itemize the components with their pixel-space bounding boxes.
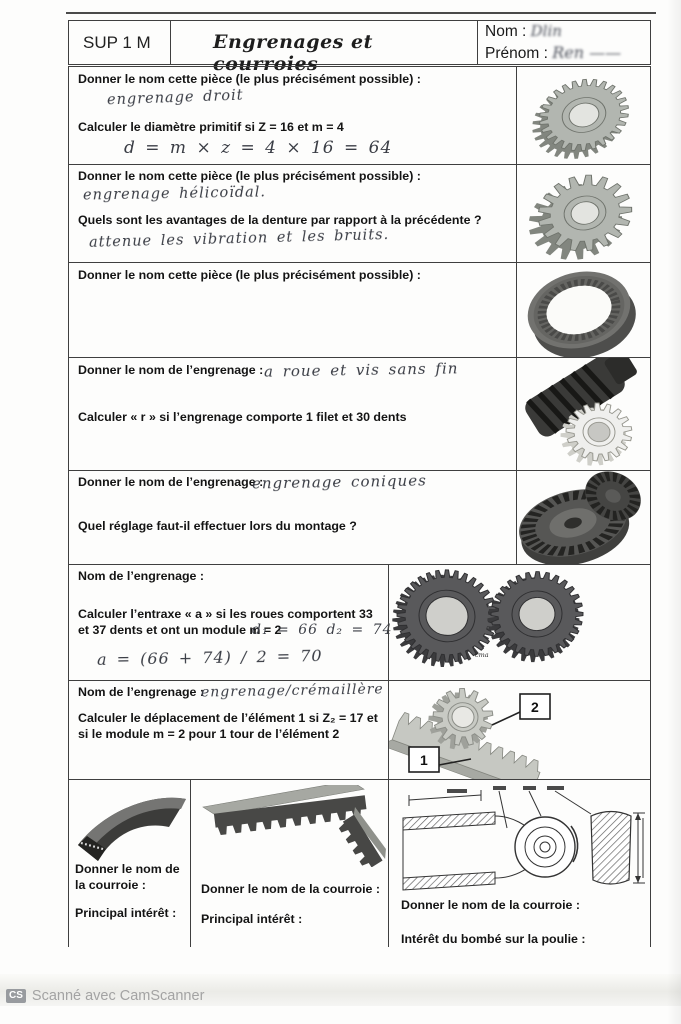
name-field — [485, 22, 562, 41]
worksheet-title: Engrenages et courroies — [213, 31, 373, 75]
row2-question1: Donner le nom cette pièce (le plus précisément possible) : — [78, 169, 421, 183]
diagram-label-mark-1 — [447, 789, 467, 793]
row7-answer1-handwriting: engrenage/crémaillère — [200, 681, 384, 701]
row1-answer1-handwriting: engrenage droit — [106, 87, 244, 109]
nom-label: Nom : — [485, 23, 527, 40]
flat-belt-diagram — [395, 786, 647, 896]
leader-1 — [499, 791, 507, 828]
row3-image-cell — [516, 262, 651, 358]
belt1-question: Donner le nom de la courroie : — [75, 862, 180, 892]
worm-gear-photo — [517, 358, 650, 470]
row7-question-cell — [68, 680, 389, 780]
row4-question1: Donner le nom de l’engrenage : — [78, 363, 264, 377]
row6-answer-entraxe-handwriting: a = (66 + 74) / 2 = 70 — [96, 646, 323, 669]
leader-3 — [555, 791, 591, 814]
row1-question-cell — [68, 66, 517, 165]
row4-answer1-handwriting: a roue et vis sans fin — [263, 359, 459, 381]
row4-question2: Calculer « r » si l’engrenage comporte 1 filet et 30 dents — [78, 410, 407, 424]
row5-answer1-handwriting: engrenage coniques — [251, 471, 427, 493]
header-code: SUP 1 M — [83, 33, 151, 52]
row1-answer2-handwriting: d = m × z = 4 × 16 = 64 — [124, 138, 393, 158]
v-belt-photo — [72, 787, 190, 861]
row4-question-cell — [68, 357, 517, 471]
row6-answer-diameters-handwriting: d₁ = 66 d₂ = 74 — [252, 622, 393, 638]
rack-and-pinion-photo — [389, 681, 650, 779]
belt3-question: Donner le nom de la courroie : — [401, 898, 581, 912]
row5-question2: Quel réglage faut-il effectuer lors du montage ? — [78, 519, 357, 533]
row2-answer2-handwriting: attenue les vibration et les bruits. — [88, 227, 390, 251]
row1-question1: Donner le nom cette pièce (le plus précisément possible) : — [78, 72, 421, 86]
prenom-label: Prénom : — [485, 45, 548, 62]
row6-image-cell — [388, 564, 651, 681]
row7-image-cell — [388, 680, 651, 780]
meshing-gear-right — [484, 569, 586, 666]
meshing-gears-photo — [389, 565, 650, 680]
row5-question1: Donner le nom de l’engrenage : — [78, 475, 264, 489]
label2-text: 2 — [531, 699, 539, 715]
prenom-handwritten-value: Ren —— — [552, 43, 622, 62]
row6-question-cell — [68, 564, 393, 681]
spur-gear-photo — [517, 67, 650, 164]
header-code-cell — [68, 20, 171, 65]
belt2-interest: Principal intérêt : — [201, 912, 303, 926]
row4-image-cell — [516, 357, 651, 471]
row1-image-cell — [516, 66, 651, 165]
camscanner-watermark-text: Scanné avec CamScanner — [31, 988, 205, 1004]
belt2-question: Donner le nom de la courroie : — [201, 882, 381, 896]
row2-image-cell — [516, 164, 651, 263]
helical-gear-photo — [517, 165, 650, 262]
row3-question1: Donner le nom cette pièce (le plus précisément possible) : — [78, 268, 421, 282]
diagram-label-mark-4 — [547, 786, 564, 790]
firstname-field — [485, 43, 621, 63]
label2-leader-line — [492, 712, 520, 725]
row3-question-cell — [68, 262, 517, 358]
camscanner-watermark — [6, 988, 204, 1004]
belt-run-bottom — [403, 872, 495, 890]
crowned-pulley-section — [591, 812, 631, 885]
belt-run-top — [403, 812, 495, 830]
row2-question-cell — [68, 164, 517, 263]
row5-question-cell — [68, 470, 517, 565]
width-dimension — [409, 795, 481, 800]
ring-gear-group — [519, 263, 644, 357]
top-rule — [66, 12, 656, 14]
pulley-end-view — [515, 817, 575, 877]
row5-image-cell — [516, 470, 651, 565]
row6-question2: Calculer l’entraxe « a » si les roues comportent 33 et 37 dents et ont un module m = 2 — [78, 607, 373, 637]
row7-question2: Calculer le déplacement de l’élément 1 si Z₂ = 17 et si le module m = 2 pour 1 tour de l’élément 2 — [78, 711, 378, 741]
row6-question1: Nom de l’engrenage : — [78, 569, 204, 583]
belt1-cell — [68, 779, 191, 947]
camscanner-badge-icon: CS — [6, 989, 26, 1003]
diagram-label-mark-3 — [523, 786, 536, 790]
row7-question1: Nom de l’engrenage : — [78, 685, 204, 699]
internal-ring-gear-photo — [517, 263, 650, 357]
leader-2 — [529, 791, 541, 816]
gear-photo-logo: cma — [475, 651, 489, 659]
row1-question2: Calculer le diamètre primitif si Z = 16 et m = 4 — [78, 120, 344, 134]
timing-belt-photo — [197, 785, 387, 867]
label1-text: 1 — [420, 752, 428, 768]
header-name-cell — [477, 20, 651, 65]
belt2-cell — [190, 779, 389, 947]
belt1-interest: Principal intérêt : — [75, 906, 177, 920]
diagram-label-mark-2 — [493, 786, 506, 790]
header-title-cell — [170, 20, 478, 75]
row2-question2: Quels sont les avantages de la denture par rapport à la précédente ? — [78, 213, 482, 227]
page-edge-shadow — [667, 0, 681, 1024]
bevel-gears-photo — [517, 471, 650, 564]
belt3-cell — [388, 779, 651, 947]
belt3-interest: Intérêt du bombé sur la poulie : — [401, 932, 586, 946]
nom-handwritten-value: Dlin — [530, 22, 562, 40]
row2-answer1-handwriting: engrenage hélicoïdal. — [82, 184, 267, 204]
